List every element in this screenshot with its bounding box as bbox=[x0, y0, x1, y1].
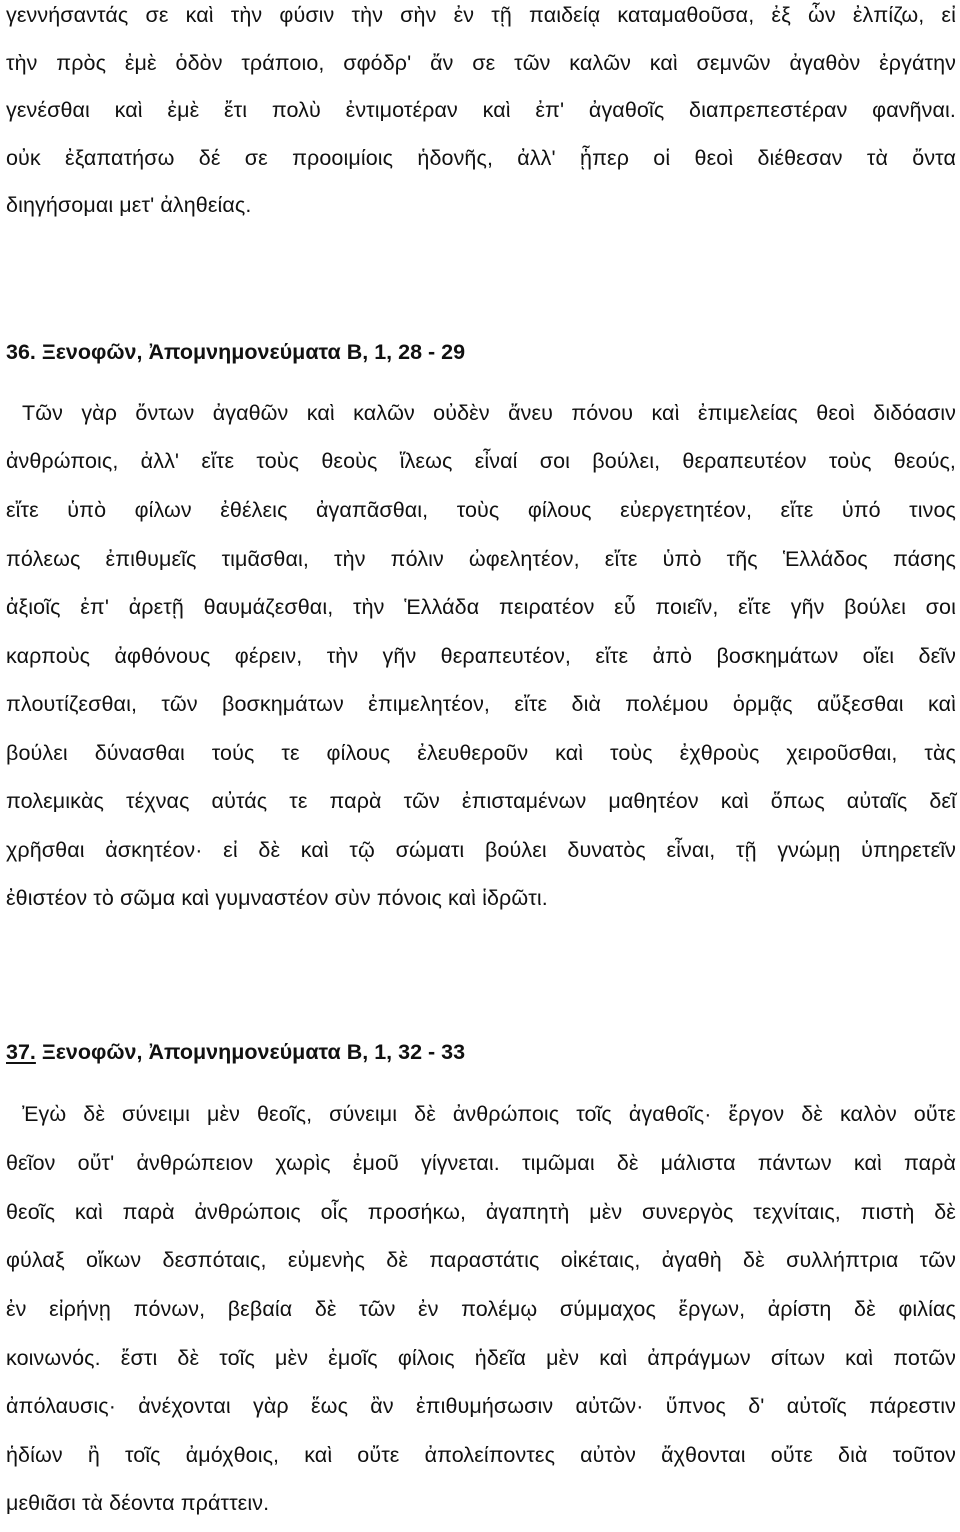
text-line: ἀξιοῖς ἐπ' ἀρετῇ θαυμάζεσθαι, τὴν Ἑλλάδα πειρατέον εὖ ποιεῖν, εἴτε γῆν βούλει σοι bbox=[6, 595, 956, 619]
text-line: μεθιᾶσι τὰ δέοντα πράττειν. bbox=[6, 1491, 270, 1515]
text-line: καρποὺς ἀφθόνους φέρειν, τὴν γῆν θεραπευτέον, εἴτε ἀπὸ βοσκημάτων οἴει δεῖν bbox=[6, 644, 956, 668]
text-line: πόλεως ἐπιθυμεῖς τιμᾶσθαι, τὴν πόλιν ὠφελητέον, εἴτε ὑπὸ τῆς Ἑλλάδος πάσης bbox=[6, 547, 956, 571]
section-37-heading bbox=[6, 1036, 465, 1068]
text-line: Ἐγὼ δὲ σύνειμι μὲν θεοῖς, σύνειμι δὲ ἀνθρώποις τοῖς ἀγαθοῖς· ἔργον δὲ καλὸν οὔτε bbox=[22, 1102, 956, 1126]
section-number: 36. bbox=[6, 340, 36, 364]
section-title: Ξενοφῶν, Ἀπομνημονεύματα Β, 1, 28 - 29 bbox=[41, 340, 466, 364]
section-title: Ξενοφῶν, Ἀπομνημονεύματα Β, 1, 32 - 33 bbox=[41, 1040, 466, 1064]
text-line: ἡδίων ἢ τοῖς ἀμόχθοις, καὶ οὔτε ἀπολείποντες αὐτὸν ἄχθονται οὔτε διὰ τοῦτον bbox=[6, 1443, 956, 1467]
text-line: ἀπόλαυσις· ἀνέχονται γὰρ ἕως ἂν ἐπιθυμήσωσιν αὐτῶν· ὕπνος δ' αὐτοῖς πάρεστιν bbox=[6, 1394, 956, 1418]
text-line: ἀνθρώποις, ἀλλ' εἴτε τοὺς θεοὺς ἵλεως εἶναί σοι βούλει, θεραπευτέον τοὺς θεούς, bbox=[6, 449, 956, 473]
text-line: χρῆσθαι ἀσκητέον· εἰ δὲ καὶ τῷ σώματι βούλει δυνατὸς εἶναι, τῇ γνώμῃ ὑπηρετεῖν bbox=[6, 838, 956, 862]
text-line: βούλει δύνασθαι τούς τε φίλους ἐλευθεροῦν καὶ τοὺς ἐχθροὺς χειροῦσθαι, τὰς bbox=[6, 741, 956, 765]
section-36-heading bbox=[6, 336, 465, 368]
text-line: θεῖον οὔτ' ἀνθρώπειον χωρὶς ἐμοῦ γίγνεται. τιμῶμαι δὲ μάλιστα πάντων καὶ παρὰ bbox=[6, 1151, 956, 1175]
text-line: πλουτίζεσθαι, τῶν βοσκημάτων ἐπιμελητέον, εἴτε διὰ πολέμου ὁρμᾷς αὔξεσθαι καὶ bbox=[6, 692, 956, 716]
text-line: τὴν πρὸς ἐμὲ ὁδὸν τράποιο, σφόδρ' ἄν σε τῶν καλῶν καὶ σεμνῶν ἀγαθὸν ἐργάτην bbox=[6, 51, 956, 75]
text-line: ἐθιστέον τὸ σῶμα καὶ γυμναστέον σὺν πόνοις καὶ ἱδρῶτι. bbox=[6, 886, 548, 910]
text-line: κοινωνός. ἔστι δὲ τοῖς μὲν ἐμοῖς φίλοις ἡδεῖα μὲν καὶ ἀπράγμων σίτων καὶ ποτῶν bbox=[6, 1346, 956, 1370]
text-line: ἐν εἰρήνῃ πόνων, βεβαία δὲ τῶν ἐν πολέμῳ σύμμαχος ἔργων, ἀρίστη δὲ φιλίας bbox=[6, 1297, 956, 1321]
text-line: εἴτε ὑπὸ φίλων ἐθέλεις ἀγαπᾶσθαι, τοὺς φίλους εὐεργετητέον, εἴτε ὑπό τινος bbox=[6, 498, 956, 522]
text-line: διηγήσομαι μετ' ἀληθείας. bbox=[6, 193, 252, 217]
text-line: γενέσθαι καὶ ἐμὲ ἔτι πολὺ ἐντιμοτέραν καὶ ἐπ' ἀγαθοῖς διαπρεπεστέραν φανῆναι. bbox=[6, 98, 956, 122]
section-number: 37. bbox=[6, 1040, 36, 1064]
text-line: θεοῖς καὶ παρὰ ἀνθρώποις οἷς προσήκω, ἀγαπητὴ μὲν συνεργὸς τεχνίταις, πιστὴ δὲ bbox=[6, 1200, 956, 1224]
text-line: πολεμικὰς τέχνας αὐτάς τε παρὰ τῶν ἐπισταμένων μαθητέον καὶ ὅπως αὐταῖς δεῖ bbox=[6, 789, 956, 813]
text-line: οὐκ ἐξαπατήσω δέ σε προοιμίοις ἡδονῆς, ἀλλ' ᾗπερ οἱ θεοὶ διέθεσαν τὰ ὄντα bbox=[6, 146, 956, 170]
text-line: φύλαξ οἴκων δεσπόταις, εὐμενὴς δὲ παραστάτις οἰκέταις, ἀγαθὴ δὲ συλλήπτρια τῶν bbox=[6, 1248, 956, 1272]
text-line: γεννήσαντάς σε καὶ τὴν φύσιν τὴν σὴν ἐν τῇ παιδείᾳ καταμαθοῦσα, ἐξ ὧν ἐλπίζω, εἰ bbox=[6, 3, 956, 27]
text-line: Τῶν γὰρ ὄντων ἀγαθῶν καὶ καλῶν οὐδὲν ἄνευ πόνου καὶ ἐπιμελείας θεοὶ διδόασιν bbox=[22, 401, 956, 425]
